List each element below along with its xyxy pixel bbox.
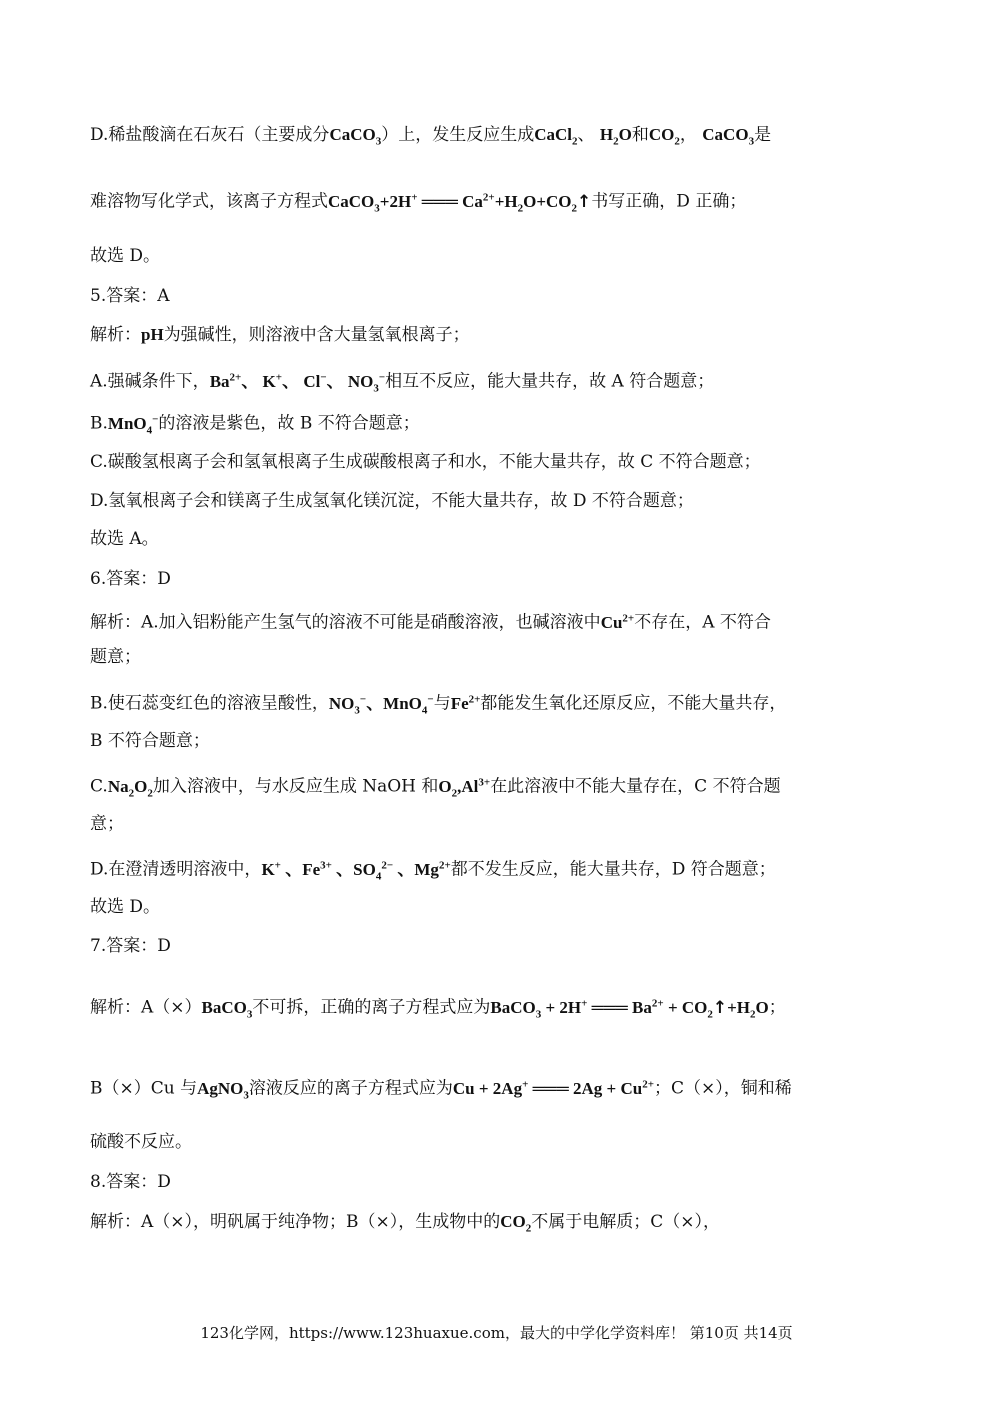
option-a-5 [90,366,714,399]
analysis-7 [90,992,786,1025]
answer-8: 8.答案：D [90,1172,171,1192]
text: 解析： [90,325,141,345]
ion-list: K+ 、$Fe^{3+}$ 、$SO_4^{2-}$ 、$Mg^{2+}$ [261,859,451,883]
analysis-6 [90,607,771,634]
formula-baco3: BaCO$_3$ [201,997,253,1021]
formula-fe2: $Fe^{2+}$ [450,693,481,713]
analysis-7-cont: 硫酸不反应。 [90,1132,192,1152]
formula-na2o2: $Na_2O_2$ [107,776,153,800]
selection-5: 故选 A。 [90,529,159,549]
option-d-line2 [90,186,746,219]
answer-6: 6.答案：D [90,569,171,589]
option-c-6-cont: 意； [90,814,124,834]
text: B（×）Cu 与 [90,1078,198,1099]
option-d-5: D.氢氧根离子会和镁离子生成氢氧化镁沉淀，不能大量共存，故 D 不符合题意； [90,491,694,511]
option-d-6 [90,854,776,887]
text: ； [768,997,786,1018]
text: 书写正确，D 正确； [591,191,747,212]
analysis-6-cont: 题意； [90,647,141,667]
formula-agno3: AgNO$_3$ [197,1078,249,1102]
text: 不可拆，正确的离子方程式应为 [252,997,491,1018]
text: 和 [631,125,649,145]
option-c-5: C.碳酸氢根离子会和氢氧根离子生成碳酸根离子和水，不能大量共存，故 C 不符合题意； [90,452,761,472]
ion-list: $Ba^{2+}$、 K+、 Cl−、 $NO_3^-$ [209,371,386,395]
ionic-equation: BaCO$_3$ + 2H+ ═══ $Ba^{2+}$ + $CO_2↑+H_2O$ [490,997,769,1021]
formula-co2: $CO_2$ [648,125,680,148]
text: D.在澄清透明溶液中， [90,859,262,880]
text: B. [90,413,108,434]
text: 不存在，A 不符合 [634,612,771,633]
analysis-8 [90,1211,720,1239]
formula-h2o: $H_2O$ [599,125,632,148]
text: 相互不反应，能大量共存，故 A 符合题意； [385,371,715,392]
text: 加入溶液中，与水反应生成 NaOH 和 [152,776,439,797]
text: 解析：A（×） [90,997,202,1018]
text: 解析：A.加入铝粉能产生氢气的溶液不可能是硝酸溶液，也碱溶液中 [90,612,601,633]
text: ， [679,125,697,145]
formula-caco3: CaCO$_3$ [329,125,382,148]
analysis-7-b [90,1073,792,1106]
text: 、 [577,125,595,145]
option-c-6 [90,771,781,804]
formula-o2-al3: $O_2,Al^{3+}$ [438,776,491,800]
formula-ph: pH [141,325,164,344]
text: 都不发生反应，能大量共存，D 符合题意； [450,859,776,880]
analysis-5 [90,324,470,346]
ionic-equation: Cu + 2Ag+ ═══ $2Ag + Cu^{2+}$ [452,1078,654,1098]
formula-co2: $CO_2$ [500,1212,532,1235]
text: D.稀盐酸滴在石灰石（主要成分 [90,125,330,145]
ion-list: $NO_3^-$、MnO$_4$− [328,693,434,717]
text: 为强碱性，则溶液中含大量氢氧根离子； [163,325,470,345]
option-b-6 [90,688,786,721]
selection-4: 故选 D。 [90,246,161,266]
page-footer: 123化学网，https://www.123huaxue.com，最大的中学化学资料库！ 第10页 共14页 [200,1324,793,1342]
text: A.强碱条件下， [90,371,210,392]
text: 不属于电解质；C（×）， [531,1212,721,1232]
formula-mno4: MnO$_4$− [107,413,159,437]
formula-cacl2: CaCl$_2$ [534,125,578,148]
text: B.使石蕊变红色的溶液呈酸性， [90,693,329,714]
text: 是 [754,125,772,145]
text: 难溶物写化学式，该离子方程式 [90,191,328,212]
text: 溶液反应的离子方程式应为 [248,1078,453,1099]
option-b-6-cont: B 不符合题意； [90,731,210,751]
text: 在此溶液中不能大量存在，C 不符合题 [490,776,781,797]
option-b-5 [90,408,420,441]
text: ）上，发生反应生成 [381,125,535,145]
text: 的溶液是紫色，故 B 不符合题意； [158,413,420,434]
text: C. [90,776,108,797]
answer-7: 7.答案：D [90,936,171,956]
option-d-line1 [90,124,771,152]
text: ；C（×），铜和稀 [654,1078,792,1099]
selection-6: 故选 D。 [90,897,161,917]
text: 与 [433,693,451,714]
text: 都能发生氧化还原反应，不能大量共存， [480,693,787,714]
ionic-equation: CaCO$_3$+2H+ ═══ $Ca^{2+}+H_2O+CO_2↑$ [328,191,592,215]
formula-cu2: $Cu^{2+}$ [600,612,635,632]
text: 解析：A（×），明矾属于纯净物；B（×），生成物中的 [90,1212,501,1232]
answer-5: 5.答案：A [90,286,170,306]
formula-caco3: CaCO$_3$ [702,125,755,148]
